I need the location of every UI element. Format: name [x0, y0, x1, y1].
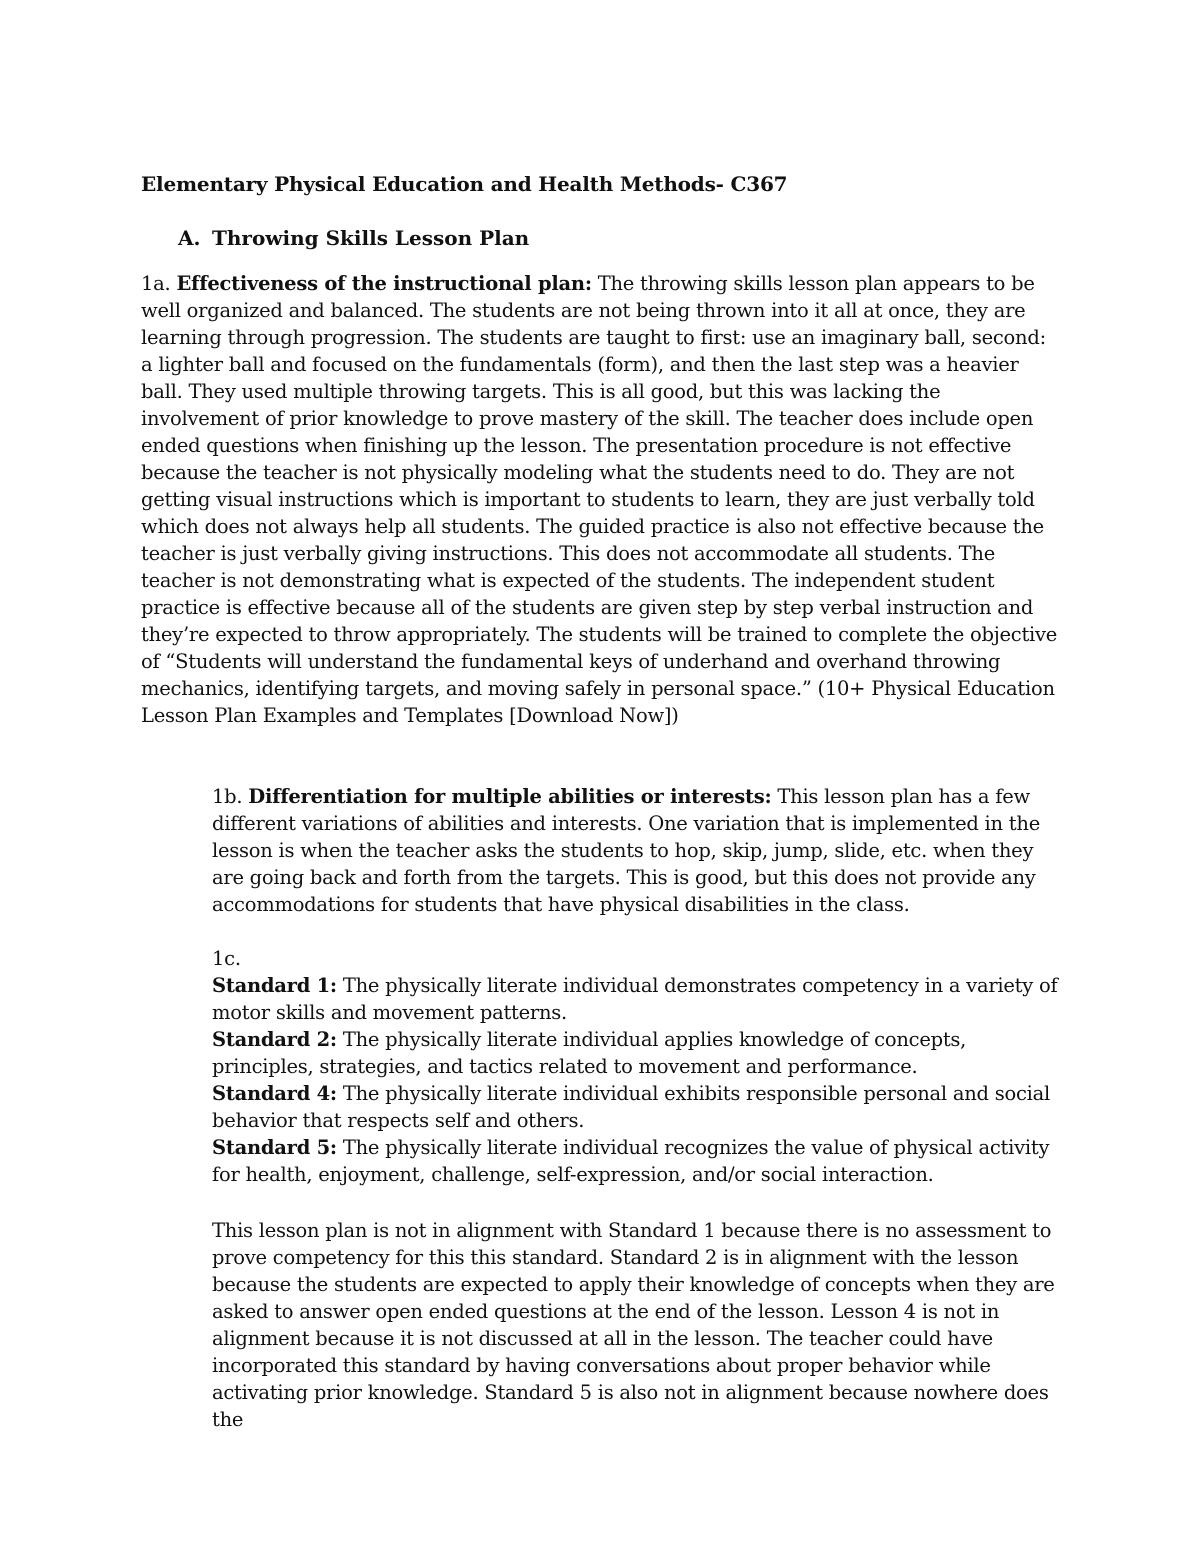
document-title: Elementary Physical Education and Health Methods- C367 — [141, 172, 788, 196]
standard-text: The physically literate individual exhibits responsible personal and social behavior that respects self and others. — [212, 1082, 1050, 1132]
standard-label: Standard 5: — [212, 1136, 337, 1159]
paragraph-1c — [212, 945, 1072, 1188]
paragraph-1b-text: This lesson plan has a few different variations of abilities and interests. One variation that is implemented in the lesson is when the teacher asks the students to hop, skip, jump, slide, etc. when they are going back and forth from the targets. This is good, but this does not provide any accommodations for students that have physical disabilities in the class. — [212, 785, 1040, 916]
standard-text: The physically literate individual demonstrates competency in a variety of motor skills and movement patterns. — [212, 974, 1058, 1024]
standard-label: Standard 2: — [212, 1028, 337, 1051]
standard-item — [212, 1080, 1072, 1134]
section-marker: A. — [178, 226, 201, 250]
alignment-paragraph: This lesson plan is not in alignment with Standard 1 because there is no assessment to prove competency for this this standard. Standard 2 is in alignment with the lesson because the students are expected to apply their knowledge of concepts when they are asked to answer open ended questions at the end of the lesson. Lesson 4 is not in alignment because it is not discussed at all in the lesson. The teacher could have incorporated this standard by having conversations about proper behavior while activating prior knowledge. Standard 5 is also not in alignment because nowhere does the — [212, 1219, 1055, 1431]
paragraph-1b-label: Differentiation for multiple abilities or interests: — [248, 785, 772, 808]
paragraph-1b-number: 1b. — [212, 785, 243, 808]
paragraph-1a-number: 1a. — [141, 272, 171, 295]
section-heading — [178, 226, 529, 250]
standard-item — [212, 1026, 1072, 1080]
standard-item — [212, 1134, 1072, 1188]
paragraph-1b — [212, 783, 1062, 918]
standard-item — [212, 972, 1072, 1026]
standard-text: The physically literate individual applies knowledge of concepts, principles, strategies, and tactics related to movement and performance. — [212, 1028, 967, 1078]
section-heading-text: Throwing Skills Lesson Plan — [212, 226, 530, 250]
paragraph-1a-label: Effectiveness of the instructional plan: — [176, 272, 592, 295]
paragraph-1a-text: The throwing skills lesson plan appears to be well organized and balanced. The students are not being thrown into it all at once, they are learning through progression. The students are taught to first: use an imaginary ball, second: a lighter ball and focused on the fundamentals (form), and then the last step was a heavier ball. They used multiple throwing targets. This is all good, but this was lacking the involvement of prior knowledge to prove mastery of the skill. The teacher does include open ended questions when finishing up the lesson. The presentation procedure is not effective because the teacher is not physically modeling what the students need to do. They are not getting visual instructions which is important to students to learn, they are just verbally told which does not always help all students. The guided practice is also not effective because the teacher is just verbally giving instructions. This does not accommodate all students. The teacher is not demonstrating what is expected of the students. The independent student practice is effective because all of the students are given step by step verbal instruction and they’re expected to throw appropriately. The students will be trained to complete the objective of “Students will understand the fundamental keys of underhand and overhand throwing mechanics, identifying targets, and moving safely in personal space.” (10+ Physical Education Lesson Plan Examples and Templates [Download Now]) — [141, 272, 1058, 727]
standard-text: The physically literate individual recognizes the value of physical activity for health, enjoyment, challenge, self-expression, and/or social interaction. — [212, 1136, 1050, 1186]
paragraph-1a — [141, 270, 1061, 729]
paragraph-1c-number: 1c. — [212, 947, 241, 970]
standard-label: Standard 4: — [212, 1082, 337, 1105]
standard-label: Standard 1: — [212, 974, 337, 997]
